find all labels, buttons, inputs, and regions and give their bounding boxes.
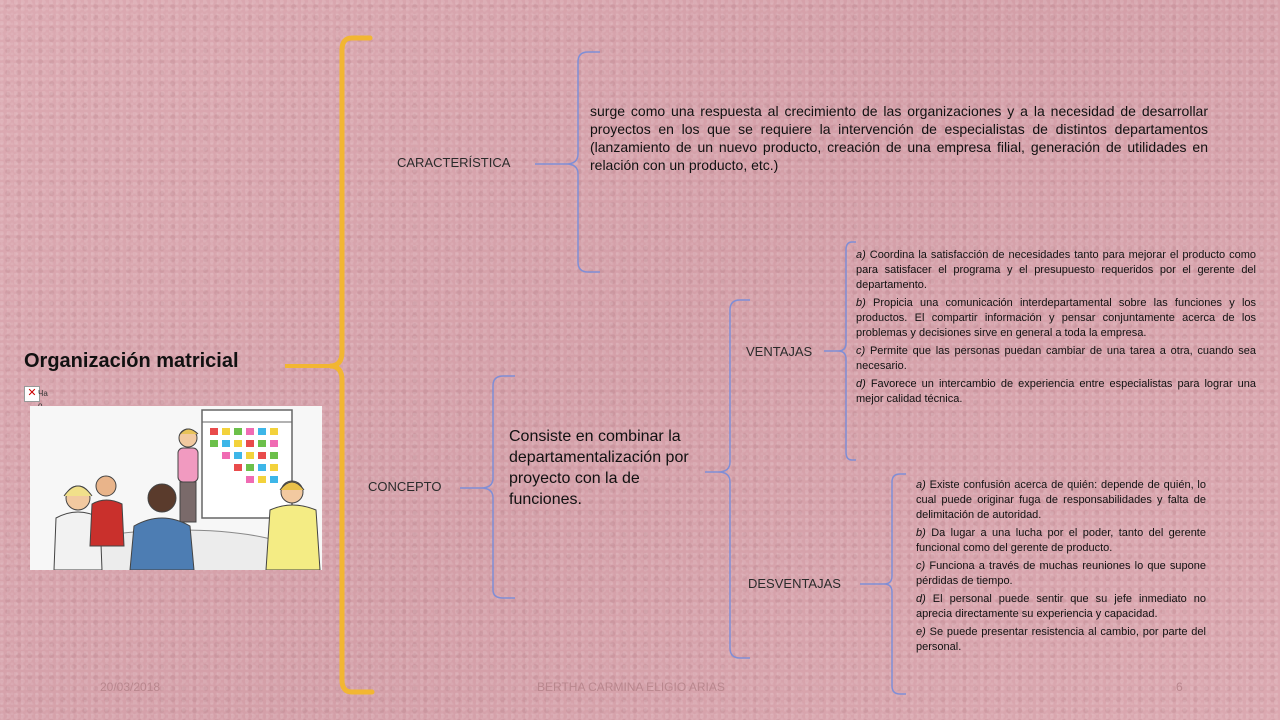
broken-image-icon: ✕: [24, 386, 40, 402]
main-brace: [330, 38, 372, 692]
concepto-label: CONCEPTO: [368, 479, 442, 494]
ventajas-brace: [838, 242, 856, 460]
page-title: Organización matricial: [24, 350, 239, 372]
list-item: d) El personal puede sentir que su jefe inmediato no aprecia directamente su experiencia y capacidad.: [916, 593, 1206, 620]
ventajas-label: VENTAJAS: [746, 344, 813, 359]
list-item: c) Funciona a través de muchas reuniones lo que supone pérdidas de tiempo.: [916, 560, 1207, 587]
footer-date: 20/03/2018: [100, 680, 161, 694]
list-item: d) Favorece un intercambio de experiencia entre especialistas para lograr una mejor calidad técnica.: [856, 378, 1256, 405]
meeting-illustration: [30, 406, 322, 570]
caracteristica-label: CARACTERÍSTICA: [397, 155, 511, 170]
list-item: e) Se puede presentar resistencia al cambio, por parte del personal.: [916, 626, 1206, 653]
ventajas-list: [856, 248, 1256, 410]
desventajas-brace: [884, 474, 906, 694]
list-item: c) Permite que las personas puedan cambiar de una tarea a otra, cuando sea necesario.: [856, 345, 1256, 372]
caracteristica-text: surge como una respuesta al crecimiento de las organizaciones y a la necesidad de desarrollar proyectos en los que se requiere la intervención de especialistas de distintos departamentos (lanzamiento de un nuevo producto, creación de una empresa filial, generación de utilidades en relación con un producto, etc.): [590, 103, 1208, 173]
list-item: a) Coordina la satisfacción de necesidades tanto para mejorar el producto como para satisfacer el programa y el presupuesto requeridos por el gerente del departamento.: [856, 249, 1256, 291]
page-number: 6: [1176, 680, 1183, 694]
list-item: a) Existe confusión acerca de quién: depende de quién, lo cual puede originar fuga de responsabilidades y falta de delimitación de autoridad.: [916, 479, 1206, 521]
list-item: b) Propicia una comunicación interdepartamental sobre las funciones y los productos. El compartir información y pensar conjuntamente acerca de los problemas y decisiones sirve en general a toda la empresa.: [856, 297, 1256, 339]
concepto-text: Consiste en combinar la departamentalización por proyecto con la de funciones.: [509, 428, 689, 508]
desventajas-label: DESVENTAJAS: [748, 576, 841, 591]
list-item: b) Da lugar a una lucha por el poder, tanto del gerente funcional como del gerente de producto.: [916, 527, 1206, 554]
broken-image-text: Ча: [38, 389, 48, 398]
desventajas-list: [916, 478, 1206, 658]
footer-author: BERTHA CARMINA ELIGIO ARIAS: [537, 680, 725, 694]
